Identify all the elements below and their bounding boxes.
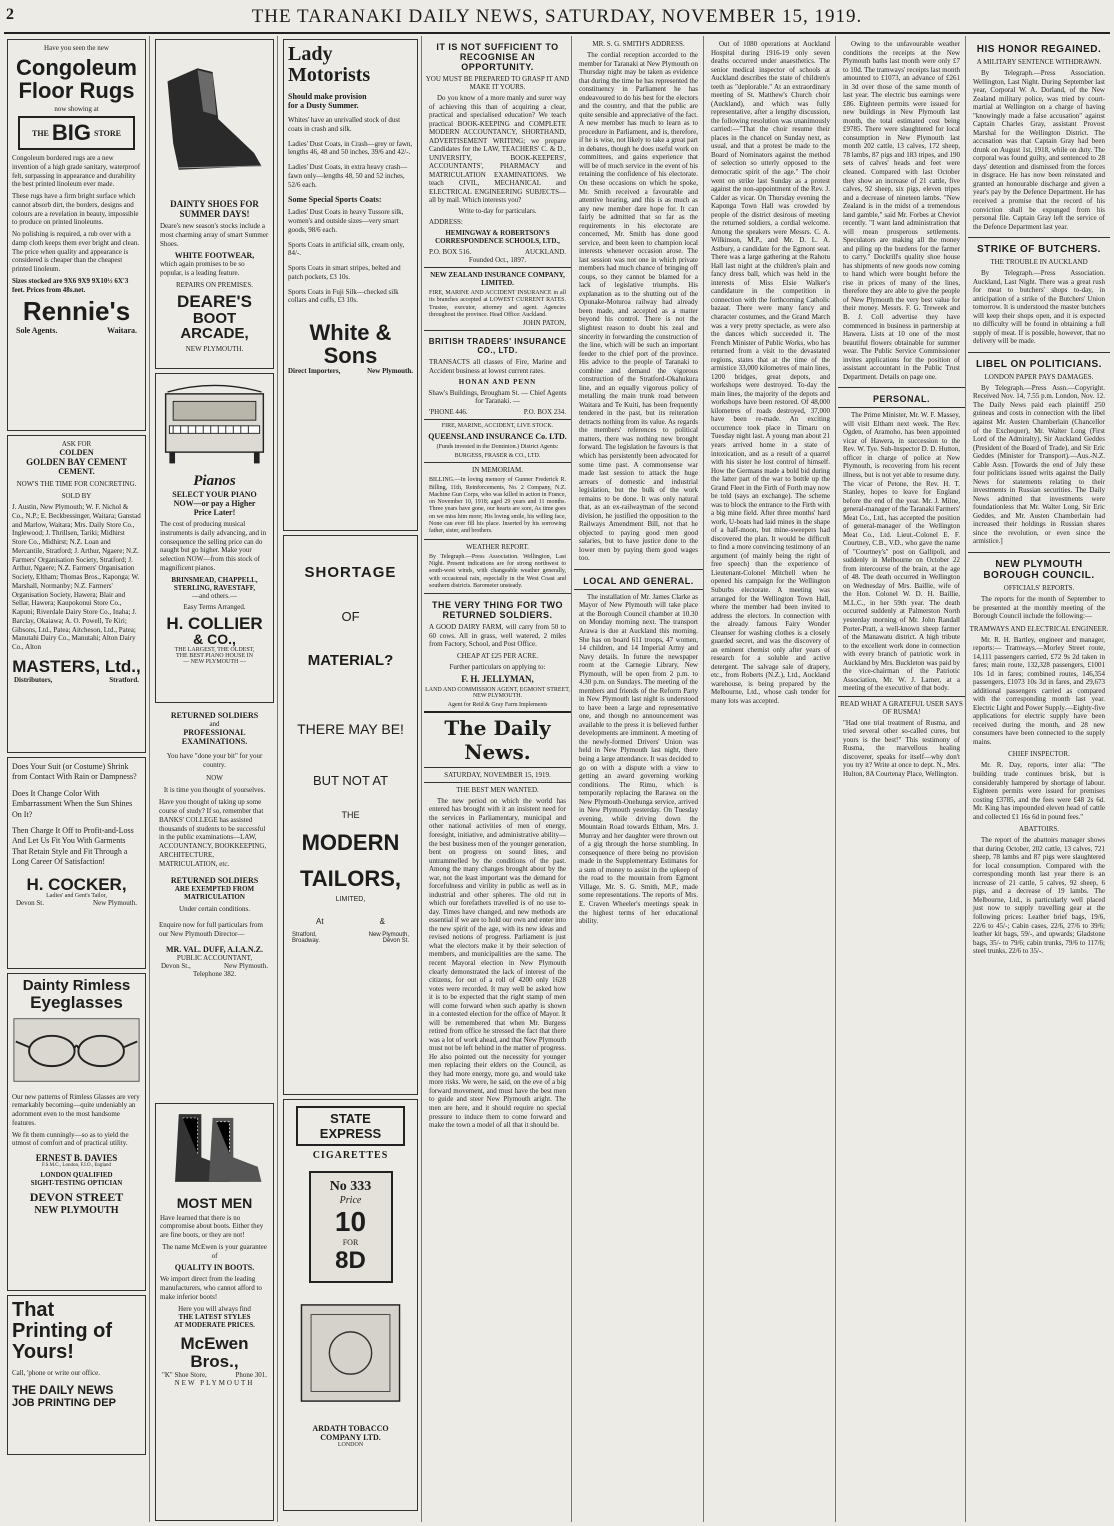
boots-illustration	[160, 1108, 269, 1188]
btuw-body: TRANSACTS all classes of Fire, Marine and Accident business at lowest current rates.	[429, 358, 566, 375]
collier-p1: The cost of producing musical instruments is daily advancing, and in consequence the selling price can do naught but go higher. Make your selection NOW—from this stock of magnificent pianos.	[160, 520, 267, 572]
state-express-brand: STATE EXPRESS	[319, 1111, 382, 1141]
white-sons-brand: White & Sons	[309, 320, 392, 369]
mcewen-p2: The name McEwen is your guarantee of	[162, 1242, 267, 1260]
cocker-town: New Plymouth.	[93, 899, 137, 908]
col6-text: Out of 1080 operations at Auckland Hospital during 1916-19 only seven deaths occurred under anaesthetics. The senior medical inspector of schools at Auckland describes the state of children's teeth as "deplorable." At an extraordinary meeting of St. Matthew's Church choir (Auckland), and which was fully representative, after a lengthy discussion, the following resolution was unanimously carried:—"That the choir resume their places in the chancel on Sunday next, as usual, and that a protest be made to the Board of Nominators against the method of selection so utterly opposed to the democratic spirit of the age." The choir went on strike last Sunday as a protest against the non-appointment of the Rev. J. Calder as vicar. On Thursday evening the Kaponga Town Hall was crowded by people of the district desirous of meeting the returned soldiers, a cordial welcome. Among the speakers were Messrs. C. A. Wilkinson, M.P., and Mr. D. L. A. Astbury, a candidate for the Egmont seat. There was a large gathering at the Rahotu Hall last night at the children's plain and fancy dress ball, which was held in the interests of Miss Elsie Walker's candidature in the competition in connection with the forthcoming Catholic bazaar. There were many fancy and character costumes, and the Grand March was a very pretty spectacle, as were also the dances which succeeded it. The French Minister of Public Works, who has returned from a visit to the devastated regions, states that at the time of the armistice 33,000 kilometres of main lines, 1200 bridges, great depots, and workshops were destroyed. To-day the main lines, the majority of the depots and workshops have been restored. Of 48,000 kilometres of roads destroyed, 37,000 have been re-made. An exciting occurrence took place in Timaru on Tuesday night last. A young man about 21 years arrived home in a state of intoxication, and as a result of a quarrel with his sister he lost control of himself. How the Germans made a bold bid during the latter part of the war to bottle up the Grand Fleet in the Firth of Forth may now be told (says an exchange). The scheme was to block the entrance to the Firth with a big mine field. After three months' hard work, U-boats had laid mines in the shape of a half-moon, but mine-sweepers had discovered the plan. It would be difficult to find a more convincing testimony of an argument (of mainly being the right of free speech) than the experience of Lieutenant-Colonel Mitchell when he opened his campaign for the Wellington Suburbs electorate. A meeting was arranged for the Wellington Town Hall, where the member had been invited to address the electors. In connection with the already famous Fairy Wonder Cleanser for washing clothes is a closely guarded secret, and was the discovery of an eminent chemist only after years of research for a soluble and active detergent. The salvage sale of drapery, etc., from Roberts (N.Z.), Ltd., Auckland warehouse, is being prepared by the Melbourne, Ltd., whose cash tender for many lots was accepted.	[711, 40, 830, 705]
davies-title-2: Eyeglasses	[30, 992, 123, 1012]
strike-text: By Telegraph.—Press Association. Auckland, Last Night. There was a great rush for meat to butchers' shops to-day, in anticipation of a strike of the Butchers' Union tomorrow. It is understood the master butchers will keep their shops open, and it is expected no difficulty will be found in obtaining a full supply of meat. If is possible, however, that no delivery will be made.	[973, 269, 1105, 346]
abattoirs-text: The report of the abattoirs manager shows that during October, 202 cattle, 13 calves, 721 sheep, 78 lambs and 87 pigs were slaughtered for local consumption. Compared with the corresponding month last year there is an increase of 21 cattle, 5 calves, 92 sheep, 6 pigs, and a decrease of 19 lambs. The Melbourne, Ltd., is particularly well placed just now to supply travelling gear at the following prices: Leather brief bags, 19/6, 22/6 to 45/-; Cabin cases, 22/6, 27/6 to 39/6; leather kit bags, 59/-, and upwards; Gladstone bags, 35/- to 79/6; cabin trunks, 79/6 to 117/6; steel trunks, 22/6 to 35/-.	[973, 836, 1105, 956]
dairy-further: Further particulars on applying to:	[449, 662, 546, 671]
cement-sold: SOLD BY	[61, 492, 92, 500]
tailors-w6: THE	[341, 810, 360, 820]
white-sons-importers: Direct Importers,	[288, 367, 341, 376]
column-5	[574, 36, 704, 1522]
cocker-ad	[7, 757, 146, 969]
state-express-cig: CIGARETTES	[312, 1150, 389, 1161]
big-store-the: THE	[31, 128, 49, 138]
hemingway-text: Do you know of a more manly and surer way of achieving this than of acquiring a clear, practical and specialised education? We teach practical BOOK-KEEPING and COMPLETE MODERN ACCOUNTANCY, SHORTHAND, ADVERTISEMENT WRITING; we prepare Candidates for the LAW, TEACHERS' C. & D., UNIVERSITY, BOOK-KEEPERS', ACCOUNTANTS', PHARMACY and MATRICULATION EXAMINATIONS. We teach CIVIL, MECHANICAL and ELECTRICAL ENGINEERING SUBJECTS—all by mail. Which interests you?	[429, 94, 566, 205]
exams-addr: Devon St.,	[161, 961, 191, 970]
btuw-box: P.O. BOX 234.	[523, 408, 566, 417]
exams-cond: Under certain conditions.	[179, 905, 250, 914]
tram-text: Mr. R. H. Bartley, engineer and manager, reports:— Tramways.—Morley Street route, 14,111 passengers carried, £72 9s 2d taken in fares; main route, 132,328 passengers, £1001 10s 1d in fares; combined routes, 146,354 passengers, £1073 10s 3d in fares, and 29,673 additional passengers carried as compared with the corresponding month last year. Electric Light and Power Supply.—Eighty-five applications for electric supply have been received during the month, and 28 new consumers have been connected to the supply mains.	[973, 635, 1105, 746]
column-7	[838, 36, 966, 1522]
column-6	[706, 36, 836, 1522]
council-text: The reports for the month of September to be presented at the monthly meeting of the Borough Council include the following:—	[973, 594, 1105, 621]
cigarette-box-illustration	[288, 1293, 413, 1413]
motorists-p5: Sports Coats in artificial silk, cream only, 84/-.	[288, 240, 405, 258]
deare-title-2: SUMMER DAYS!	[179, 209, 250, 219]
cement-line1: COLDEN	[59, 448, 94, 457]
tailors-limited: LIMITED,	[335, 896, 366, 903]
libel-text: By Telegraph.—Press Assn.—Copyright. Received Nov. 14, 7.55 p.m. London, Nov. 12. The Daily News paid each plaintiff 250 guineas and costs in connection with the libel against Mr. Austen Chamberlain (Chancellor of the Exchequer), Mr. Walter Long (First Lord of the Admiralty), Sir Auckland Geddes (President of the Board of Trade), and Sir Eric Geddes (Minister for Transport).—Aus.-N.Z. Cable Assn. [Towards the end of July these four politicians issued writs against the Daily News for statements relating to their investments in Russian securities. The Daily News admitted that investments were foundationless that Mr. Walter Long, Sir Eric Geddes, and Mr. Austen Chamberlain had increased their holdings in Russian shares since the revolution, or even since the armistice.]	[973, 383, 1105, 546]
tailors-loc1: Stratford,	[292, 932, 317, 938]
hemingway-name: HEMINGWAY & ROBERTSON'S CORRESPONDENCE SCHOOLS, LTD.,	[435, 228, 560, 245]
state-express-logo	[296, 1106, 405, 1146]
modern-tailors-ad	[283, 535, 418, 1095]
abattoirs-heading: ABATTOIRS.	[1018, 825, 1060, 834]
motorists-tag2: for a Dusty Summer.	[288, 101, 359, 110]
honor-body	[968, 69, 1110, 231]
tailors-loc2: New Plymouth,	[368, 932, 409, 938]
hemingway-subheading: YOU MUST BE PREPARED TO GRASP IT AND MAKE IT YOURS.	[425, 75, 570, 91]
hemingway-heading: IT IS NOT SUFFICIENT TO RECOGNISE AN OPPORTUNITY.	[436, 42, 559, 72]
cocker-trade: Ladies' and Gent's Tailor,	[46, 893, 107, 900]
nameplate: The Daily News.	[444, 715, 551, 764]
tailors-w5: BUT NOT AT	[312, 773, 389, 788]
collier-brand-2: & CO.,	[193, 631, 236, 648]
column-3	[280, 36, 422, 1522]
motorists-p4: Ladies' Dust Coats in heavy Tussore silk, women's and outside sizes—very smart goods, 98/6 each.	[288, 208, 404, 234]
col7-text: Owing to the unfavourable weather conditions the receipts at the New Plymouth baths last month were only £7 to 10d. The tramways' receipts last month amounted to £1073, an advance of £261 in 3d over those of the same month of last year. The electric bus earnings were £86. Eighteen permits were issued for new buildings in New Plymouth last month, the total estimated cost being £9785. There were slaughtered for local consumption in New Plymouth last month 202 cattle, 13 calves, 172 sheep, 78 lambs, 87 pigs and 183 tripes, and 190 sets of calves' heads and feet were cleaned. Compared with last October they show an increase of 21 cattle, five calves, 92 sheep, six pigs, eleven tripes and a decrease of nineteen lambs. "New Zealand is in the midst of a tremendous land gamble," said Mr. Forbes at Cheviot recently. "I want land administration that will mean prosperous settlements. Speculators are making all the money and piling up the burdens for the farmer to carry." Dockrill's quality shoe house has shipments of new goods now coming to hand which were bought before the rise in prices of many of the lines, therefore they are able to give the people of New Plymouth the very best value for their money. Messrs. F. G. Treweek and B. J. Coll advertise they have commenced in business in partnership at Hawera. Lists at 10 one of the most beautiful flowers obtainable for summer wear. The Public Service Commissioner invites applications for the position of assistant accountant in the Public Trust Department. Details on page one.	[843, 40, 960, 381]
collier-others: —and others.—	[192, 591, 237, 600]
dairy-price: CHEAP AT £25 PER ACRE.	[456, 651, 539, 660]
cocker-q3: Then Charge It Off to Profit-and-Loss And Let Us Fit You With Garments That Retain Style and Fit Through a Long Career Of Satisfaction!	[12, 825, 134, 867]
state-express-for: FOR	[342, 1238, 359, 1247]
mcewen-latest1: THE LATEST STYLES	[178, 1313, 251, 1322]
exams-ad	[155, 707, 274, 1099]
chief-body	[968, 761, 1110, 821]
state-express-eight: 8D	[335, 1247, 366, 1274]
eyeglasses-icon	[12, 1015, 141, 1085]
qld-heading: FIRE, MARINE, ACCIDENT, LIVE STOCK.	[441, 423, 554, 430]
deare-town: NEW PLYMOUTH.	[185, 345, 244, 354]
mcewen-town: NEW PLYMOUTH	[174, 1379, 255, 1388]
congoleum-title: Congoleum	[16, 55, 137, 80]
strike-subheading: THE TROUBLE IN AUCKLAND	[990, 258, 1088, 267]
white-sons-town: New Plymouth.	[367, 367, 413, 376]
deare-white: WHITE FOOTWEAR,	[174, 251, 255, 261]
libel-subheading: LONDON PAPER PAYS DAMAGES.	[984, 372, 1094, 381]
cocker-name: H. COCKER,	[26, 874, 127, 894]
libel-body	[968, 384, 1110, 546]
page-number: 2	[6, 6, 14, 23]
hemingway-city: AUCKLAND.	[524, 247, 566, 256]
motorists-p3: Ladies' Dust Coats, in extra heavy crash—fawn only—lengths 48, 50 and 52 inches, 52/6 each.	[288, 163, 408, 189]
dateline: SATURDAY, NOVEMBER 15, 1919.	[444, 770, 551, 779]
exams-p2: It is time you thought of yourselves.	[163, 785, 266, 794]
column-2	[152, 36, 278, 1522]
congoleum-now: now showing at	[54, 105, 99, 114]
collier-select2: NOW—or pay a Higher	[173, 499, 256, 508]
cocker-addr: Devon St.	[16, 899, 44, 908]
honor-subheading: A MILITARY SENTENCE WITHDRAWN.	[976, 58, 1102, 66]
motorists-title: Lady	[288, 43, 333, 65]
white-sons-ad	[283, 39, 418, 531]
printing-paper: THE DAILY NEWS	[12, 1383, 114, 1397]
chief-heading: CHIEF INSPECTOR.	[1008, 750, 1070, 759]
exams-tel: Telephone 382.	[192, 969, 237, 978]
mcewen-phone: Phone 301.	[235, 1371, 267, 1380]
cocker-q1: Does Your Suit (or Costume) Shrink from Contact With Rain or Dampness?	[12, 762, 137, 782]
exams-and: and	[209, 720, 220, 728]
qld-name: QUEENSLAND INSURANCE Co. LTD.	[428, 432, 567, 442]
nzins-heading: NEW ZEALAND INSURANCE COMPANY, LIMITED.	[430, 270, 565, 287]
local-body	[574, 593, 703, 926]
davies-ad	[7, 973, 146, 1291]
weather-heading: WEATHER REPORT.	[466, 542, 529, 551]
column-1	[4, 36, 150, 1522]
collier-tag2: THE BEST PIANO HOUSE IN	[176, 653, 253, 660]
exams-exempt2: ARE EXEMPTED FROM MATRICULATION	[174, 885, 255, 902]
collier-select1: SELECT YOUR PIANO	[172, 490, 257, 499]
cocker-q2: Does It Change Color With Embarrassment When the Sun Shines On It?	[12, 788, 133, 819]
mcewen-p1: Have learned that there is no compromise about boots. Either they are fine boots, or they are not!	[160, 1213, 264, 1240]
printing-line2: Printing of	[12, 1320, 112, 1342]
ardath-maker3: LONDON	[337, 1442, 364, 1448]
tailors-w3: MATERIAL?	[307, 652, 394, 669]
rusma-heading: READ WHAT A GRATEFUL USER SAYS OF RUSMA!	[840, 699, 963, 716]
cement-sellers: J. Austin, New Plymouth; W. F. Nichol & Co., N.P.; E. Beckbessinger, Waitara; Ganstad and Marlow, Waitara; Mrs. Daily Store Co., Inglewood; J. Thrillsen, Tariki; Midhirst Store Co., Midhirst; N.Z. Loan and Mercantile, Stratford; J. Arthur, Ngaere; N.Z. Farmers' Organisation Society, Stratford; J. Arthur, Ngaere; N.Z. Farmers' Organisation Society, Eltham; Thomas Bros., Kaponga; W. Marshall, Normanby; N.Z. Farmers' Organisation Society, Hawera; Blair and Sellar, Hawera; Kaupokonui Store Co., Kapuni; Riverdale Dairy Store Co., Inaha; J. Barclay, Okaiawa; A. O. Powell, Te Kiri; Gibsons, Ltd., Patea; Aitcheson, Ltd., Patea; Manutahi Dairy Co., Manutahi; Alton Dairy Co., Alton	[12, 503, 141, 651]
masthead	[4, 2, 1110, 34]
congoleum-p3: No polishing is required, a rub over with a damp cloth keeps them ever bright and clean. The price when quality and appearance is considered is cheaper than the cheapest printed linoleum.	[12, 230, 140, 274]
cigarette-packet	[309, 1171, 393, 1283]
motorists-p2: Ladies' Dust Coats, in Crash—grey or fawn, lengths 46, 48 and 50 inches, 39/6 and 42/-.	[288, 139, 413, 157]
collier-tag3: — NEW PLYMOUTH —	[183, 659, 246, 666]
congoleum-p1: Congoleum bordered rugs are a new invention of a high grade sanitary, waterproof felt, surpassing in appearance and durability the best printed linoleum ever made.	[12, 154, 141, 189]
state-express-ten: 10	[334, 1206, 367, 1237]
cement-line3: CEMENT.	[58, 467, 95, 476]
printing-call: Call, 'phone or write our office.	[12, 1369, 101, 1377]
deare-p1: Deare's new season's stocks include a most charming array of smart Summer Shoes.	[160, 222, 269, 248]
btuw-addr: Shaw's Buildings, Brougham St. — Chief Agents for Taranaki. —	[428, 389, 567, 406]
tram-body	[968, 636, 1110, 747]
exams-enquire: Enquire now for full particulars from our New Plymouth Director—	[159, 921, 263, 938]
tailors-w4: THERE MAY BE!	[297, 721, 404, 737]
exams-title: PUBLIC ACCOUNTANT,	[176, 953, 253, 962]
printing-line1: That	[12, 1299, 55, 1321]
col6-body	[706, 40, 835, 705]
motorists-p1: Whites' have an unrivalled stock of dust coats in crash and silk.	[288, 116, 401, 133]
masters-distributors: Distributors,	[14, 675, 53, 684]
hemingway-address: ADDRESS:	[429, 217, 463, 226]
davies-title: Dainty Rimless	[22, 977, 131, 994]
congoleum-p4: Sizes stocked are 9X6 9X9 9X10½ 6X'3 feet. Prices from 48s.net.	[12, 276, 129, 294]
personal-heading: PERSONAL.	[872, 394, 930, 405]
nzins-agent: JOHN PATON,	[522, 319, 566, 328]
masthead-title: THE TARANAKI DAILY NEWS, SATURDAY, NOVEMBER 15, 1919.	[251, 6, 863, 27]
honor-text: By Telegraph.—Press Association. Wellington, Last Night. During September last year, Corporal W. A. Dorland, of the New Zealand military police, was tried by court-martial at Wellington on a charge of having "knowingly made a false accusation" against Captain Charles Gray, assistant Provost Marshal for the Wellington District. The accusation was that Captain Gray had been drunk on August 1st, 1918, while on duty. The corporal was found guilty, and sentenced to 28 days' detention and dismissed from the forces in disgrace. He has now been reinstated and granted an honourable discharge and given a year's pay by the Defence Department. He has received a promise that the record of his conviction shall be expunged from his personal file. Captain Gray left the service of the Defence Department last year.	[973, 69, 1105, 231]
smith-heading: MR. S. G. SMITH'S ADDRESS.	[592, 40, 685, 48]
rennies-town: Waitara.	[107, 325, 137, 335]
congoleum-p2: These rugs have a firm bright surface which cannot absorb dirt, the borders, designs and colours are a revelation in beauty, impossible to produce on printed linoleums.	[12, 192, 139, 227]
smith-body	[574, 51, 703, 563]
collier-select3: Price Later!	[193, 508, 236, 517]
tailors-at: At	[316, 917, 324, 926]
exams-name: MR. VAL. DUFF, A.I.A.N.Z.	[166, 944, 263, 954]
davies-name: ERNEST B. DAVIES	[35, 1153, 118, 1164]
exams-exempt1: RETURNED SOLDIERS	[170, 876, 259, 886]
congoleum-kicker: Have you seen the new	[44, 44, 109, 52]
exams-now: NOW	[206, 773, 223, 782]
davies-line2: SIGHT-TESTING OPTICIAN	[30, 1179, 123, 1188]
deare-ad	[155, 39, 274, 369]
collier-makers2: STERLING, RAVESTAFF,	[173, 583, 256, 592]
davies-street: DEVON STREET	[29, 1190, 124, 1205]
collier-makers1: BRINSMEAD, CHAPPELL,	[171, 575, 258, 584]
motorists-tag1: Should make provision	[288, 92, 367, 101]
state-express-no: No 333	[329, 1179, 372, 1194]
big-store-logo	[18, 116, 135, 150]
state-express-price: Price	[339, 1195, 362, 1206]
masters-town: Stratford.	[109, 675, 139, 684]
piano-illustration	[160, 378, 269, 468]
hemingway-write: Write to-day for particulars.	[458, 206, 537, 215]
deare-brand-2: BOOT ARCADE,	[180, 309, 249, 343]
motorists-p7: Sports Coats in Fuji Silk—checked silk collars and cuffs, £3 10s.	[288, 287, 399, 305]
exams-line2: PROFESSIONAL EXAMINATIONS.	[181, 728, 248, 746]
tailors-and: &	[379, 917, 385, 926]
personal-body	[838, 411, 965, 693]
editorial-text: The new period on which the world has entered has brought with it an insistent need for the services in Parliamentary, municipal and other national activities of men of energy, foresight, initiative, and administrative ability—the best business men of the younger generation, bent on progress on sound lines, and untrammelled by the conditions of the past. Among the many changes brought about by the war, not the least important was the demand for forcefulness and virility in public as well as in industrial and other spheres. The old rut in which our forefathers travelled is of no use to-day. Times have changed, and new methods are essential if we are to hold our own and enter into the new spirit of the age, with its new ideas and revised notions of progress. Parliament is just what the electors make it by their selection of members, and municipalities are the same. The recent Mayoral election in New Plymouth clearly demonstrated the lack of interest of the citizens, for out of a roll of 4200 only 1628 votes were recorded. It may well be asked how it is to be expected that the right stamp of men will come forward when such apathy is shown in a contested election for the office of Mayor. It will be remembered that when Mr. Burgess retired from office he stressed the fact that there was a lot of work ahead, and that New Plymouth must not be left behind in the matter of progress. He also pointed out the necessity for younger men replacing their elders on the Council, as they had more energy, more go, and would take more risks. We were, he said, on the eve of a big forward movement, and must have the best men to guide and steer New Plymouth aright. The men are here, and it should require no special pressure to induce them to come forward and make the town a model of all that it should be.	[429, 796, 566, 1130]
tailors-loc4: Devon St.	[382, 938, 409, 944]
hemingway-box: P.O. BOX 516.	[429, 247, 472, 256]
hemingway-founded: Founded Oct., 1897.	[468, 255, 527, 264]
tailors-loc3: Broadway.	[292, 938, 320, 944]
ardath-maker1: ARDATH TOBACCO	[312, 1424, 389, 1433]
congoleum-title-2: Floor Rugs	[18, 78, 135, 104]
tailors-w2: OF	[341, 609, 360, 624]
mcewen-ad	[155, 1103, 274, 1521]
collier-ad	[155, 373, 274, 703]
mcewen-p3: We import direct from the leading manufacturers, who cannot afford to make inferior boots!	[160, 1275, 262, 1301]
column-8	[968, 36, 1110, 1522]
collier-brand: H. COLLIER	[166, 613, 263, 633]
mcewen-quality: QUALITY IN BOOTS.	[174, 1263, 255, 1273]
cement-line2: GOLDEN BAY CEMENT	[26, 457, 127, 467]
strike-heading: STRIKE OF BUTCHERS.	[977, 244, 1101, 256]
chief-text: Mr. R. Day, reports, inter alia: "The building trade continues brisk, but is considerably hampered by shortage of labour. Eighteen permits were issued for premises costing £3785, and the fees were £48 2s 6d. Mr. King has impounded eleven head of cattle and collected £1 16s 6d in pound fees."	[973, 761, 1105, 821]
collier-pianos: Pianos	[193, 473, 236, 489]
deare-repairs: REPAIRS ON PREMISES.	[176, 280, 253, 289]
memoriam-body: BILLING.—In loving memory of Gunner Frederick R. Billing, 11th, Reinforcements, No. 2 Company, N.Z. Machine Gun Corps, who was killed in action in France, on November 10, 1918; aged 29 years and 11 months. Three years have gone, our hearts are sore, As time goes on we miss him more; His loving smile, his willing face, None can ever fill his place. Inserted by his sorrowing father, sister, and brothers.	[429, 477, 566, 535]
printing-line3: Yours!	[12, 1341, 74, 1363]
exams-town: New Plymouth.	[224, 961, 268, 970]
deare-p2: which again promises to be so popular, is a leading feature.	[160, 260, 245, 277]
nzins-body: FIRE, MARINE AND ACCIDENT INSURANCE in all its branches accepted at LOWEST CURRENT RATES. Trustee, executor, attorney and agent. Agencies throughout the province. Head Office: Auckland.	[429, 289, 566, 318]
rusma-body: "Had one trial treatment of Rusma, and tried several other so-called cures, but yours is the best!" This testimony of Rusma, the marvellous healing discoverer, speaks for itself—why don't you try it? Write at once to dept. N., Mrs. Hulton, 8A Courtenay Place, Wellington.	[843, 718, 960, 778]
abattoirs-body	[968, 836, 1110, 955]
weather-body: By Telegraph.—Press Association. Wellington, Last Night. Present indications are for strong northwest to south-west winds, with changeable weather generally, with occasional rain, especially in the West Coast and southern districts. Barometer unsteady.	[429, 553, 566, 589]
motorists-p6: Sports Coats in smart stripes, belted and patch pockets, £3 10s.	[288, 264, 401, 281]
libel-heading: LIBEL ON POLITICIANS.	[976, 358, 1102, 370]
qld-sub: (Funds invested in the Dominion.) District Agents:	[436, 444, 559, 451]
motorists-title-2: Motorists	[288, 64, 371, 86]
column-4	[424, 36, 572, 1522]
local-heading: LOCAL AND GENERAL.	[583, 575, 694, 586]
personal-text: The Prime Minister, Mr. W. F. Massey, will visit Eltham next week. The Rev. Ogden, of Aramoho, has been appointed vicar of Hawera, in succession to the Rev. W. Tye. Sub-Inspector D. D. Hutton, officer in charge of police at New Plymouth, is recovering from his recent illness, but is not yet able to resume duty. The vicar of Petone, the Rev. H. T. Stanley, hopes to leave for England before the end of the year. Mr. J. Milne, general-manager of the Taranaki Farmers' Meat Co., Ltd., has accepted the position of general-manager of the Wellington Meat Co., Ltd. Lieut.-Colonel E. F. Courtney, C.B., V.D., who gave the name of "Courtney's" post on Gallipoli, and suddenly in Melbourne on October 22 from intercourse of the brain, at the age of 48. The death occurred in Wellington on Wednesday of Mrs. Baillie, wife of the Hon. Colonel W. D. H. Baillie, M.L.C., in her 59th year. The death occurred suddenly at Palmerston North yesterday morning of Mr. John Randall Porter-Pratt, a well-known sheep farmer of the Manawatu district. A high tribute to the excellent work done in connection with every branch of patriotic work in Auckland by Mrs. Buckleton was paid by the vice-chairman of the Patriotic Association, Mr. W. J. Larner, at a meeting of the executive of that body.	[843, 411, 960, 693]
dairy-heading: THE VERY THING FOR TWO RETURNED SOLDIERS.	[431, 600, 563, 621]
davies-quals: F.S.M.C., London, F.I.O., England	[41, 1163, 112, 1169]
cement-ad	[7, 435, 146, 753]
mcewen-shop: "K" Shoe Store,	[162, 1371, 207, 1380]
rennies-brand: Rennie's	[22, 296, 131, 327]
mcewen-title: MOST MEN	[176, 1195, 253, 1211]
tailors-w7: MODERN	[301, 830, 400, 855]
deare-title: DAINTY SHOES FOR	[170, 199, 259, 209]
dairy-agent3: Agent for Reid & Gray Farm Implements	[447, 701, 548, 708]
tailors-w8: TAILORS,	[299, 866, 402, 891]
tailors-w1: SHORTAGE	[304, 564, 397, 581]
big-store-word: STORE	[94, 128, 121, 138]
state-express-ad	[283, 1099, 418, 1511]
exams-p3: Have you thought of taking up some course of study? If so, remember that BANKS' COLLEGE has assisted thousands of students to be successful in the public examinations—LAW, ACCOUNTANCY, BOOKKEEPING, ARCHITECTURE, MATRICULATION, etc.	[159, 798, 267, 868]
local-text: The installation of Mr. James Clarke as Mayor of New Plymouth will take place at the Borough Council chamber at 10.30 on Monday morning next. The transport Arawa is due at Auckland this morning. She has on board 611 troops, 47 women, 14 children, and 14 Imperial Army and Navy details. In future the newspaper room at the Carnegie Library, New Plymouth, will be open from 2 p.m. to 4.30 p.m. on Sundays. The meeting of the members and friends of the Reform Party in New Plymouth last night is understood to have been a large and representative one, and though no announcement was available to the press it is believed further developments are imminent. A meeting of the newly-formed Drivers' Union was held in New Plymouth last night, there being a large attendance. It was decided to go on with a dispute with a view to getting an award governing working conditions. The Rimu, which is temporarily replacing the Rarawa on the New Plymouth-Onehunga service, arrived in New Plymouth yesterday. On Tuesday evening, while driving down the Mountain Road towards Eltham, Mrs. J. Murray and her daughter were thrown out of a gig through the horse stumbling. In consequence of there being no provision made in the Supplementary Estimates for a sum of money to assist in the upkeep of the road to the mountain from Egmont Village, Mr. S. G. Smith, M.P., made some representations. The reports of Mrs. E. Craven Wheeler's meetings speak in the highest terms of her educational ability.	[579, 592, 698, 926]
cement-ask: ASK FOR	[61, 440, 92, 448]
ardath-maker2: COMPANY LTD.	[320, 1433, 381, 1442]
mcewen-brand: McEwen Bros.,	[180, 1334, 249, 1372]
council-body	[968, 595, 1110, 621]
editorial-heading: THE BEST MEN WANTED.	[456, 785, 539, 794]
shoe-illustration	[160, 44, 269, 194]
big-store-big: BIG	[51, 120, 92, 146]
deare-brand: DEARE'S	[177, 291, 252, 311]
btuw-phone: 'PHONE 446.	[429, 408, 468, 417]
davies-p1: Our new patterns of Rimless Glasses are very remarkably becoming—quite undeniably an adornment even to the most handsome features.	[12, 1092, 140, 1127]
dairy-agent: F. H. JELLYMAN,	[461, 673, 534, 684]
qld-agent: BURGESS, FRASER & CO., LTD.	[454, 453, 541, 460]
collier-tag1: THE LARGEST, THE OLDEST,	[174, 647, 255, 654]
smith-text: The cordial reception accorded to the member for Taranaki at New Plymouth on Thursday night may be taken as evidence that during the time he has represented the constituency in Parliament he has endeavoured to do his best for the electors and the country, and that the public are quite sensible and appreciative of the fact. A new member has much to learn as to procedure in Parliament, and is, therefore, if he is wise, not likely to take a great part in debates, though he does useful work on committees, and gains experience that will be of much service in the event of his retaining the confidence of his electorate. On these occasions on which he spoke, Mr. Smith received a favourable and attentive hearing, and this is as much as any new member dare hope for. It can fairly be admitted that so far as the requirements in his electorate are concerned, Mr. Smith has done good service, and been keen to champion local interests whenever occasion arose. The last session was not one in which private members had much chance of bringing off coups, so they cannot be blamed for a lack of legislative triumphs. His explanation as to the shutting out of the Opunake-Moturoa railway had already been made, and accepted as a matter beyond his control. There is not the slightest reason to doubt his zeal and sincerity in forwarding the construction of the line, which will be such an important feeder to the chief port of the province. His advice to the people of Taranaki to combine and demand the vigorous construction of the Stratford-Okahukura line, and an equally vigorous policy of metalling the main trunk road between Waitara and Te Kuiti, has been frequently tendered in the past, but its reiteration detracts nothing from its value. As regards the members' references to political matters, there was nothing new brought forward. The legislation he favours is that which has persistently been advocated for some time past. A commonsense war made last session to attack the huge arrears of domestic and industrial legislation, but the bulk of the work remains to be done. It was only natural that, as an ex-railwayman of the second division, he justified the opposition to the Railways Amendment Bill, not that he objected to paying good men good salaries, but to have justice done to the lower men by paying them good wages too.	[579, 51, 698, 563]
mcewen-p4: Here you will always find	[178, 1304, 251, 1313]
editorial-body	[424, 797, 571, 1130]
masters-brand: MASTERS, Ltd.,	[12, 656, 141, 676]
motorists-special: Some Special Sports Coats:	[288, 195, 382, 205]
printing-dept: JOB PRINTING DEP	[12, 1397, 116, 1409]
honor-heading: HIS HONOR REGAINED.	[976, 44, 1102, 55]
hemingway-body	[424, 94, 571, 205]
exams-p1: You have "done your bit" for your country.	[166, 752, 263, 769]
exams-line1: RETURNED SOLDIERS	[170, 711, 259, 720]
cement-line4: NOW'S THE TIME FOR CONCRETING.	[16, 480, 137, 488]
col7-body	[838, 40, 965, 381]
davies-p2: We fit them cunningly—so as to yield the utmost of comfort and of practical utility.	[12, 1130, 129, 1148]
dairy-body: A GOOD DAIRY FARM, will carry from 50 to 60 cows. All in grass, well watered, 2 miles from Factory, School, and Post Office.	[429, 623, 566, 649]
memoriam-heading: IN MEMORIAM.	[472, 466, 523, 475]
strike-body	[968, 269, 1110, 346]
printing-ad	[7, 1295, 146, 1455]
collier-terms: Easy Terms Arranged.	[183, 602, 246, 611]
council-subheading: OFFICIALS' REPORTS.	[1003, 583, 1075, 592]
btuw-agent: HONAN AND PENN	[458, 378, 537, 387]
davies-line1: LONDON QUALIFIED	[40, 1171, 113, 1180]
dairy-agent2: LAND AND COMMISSION AGENT, EGMONT STREET, NEW PLYMOUTH.	[425, 686, 570, 699]
mcewen-latest2: AT MODERATE PRICES.	[174, 1321, 255, 1330]
council-heading: NEW PLYMOUTH BOROUGH COUNCIL.	[983, 558, 1095, 581]
tram-heading: TRAMWAYS AND ELECTRICAL ENGINEER.	[969, 624, 1109, 633]
rennies-agents: Sole Agents.	[16, 325, 58, 335]
btuw-heading: BRITISH TRADERS' INSURANCE CO., LTD.	[428, 337, 567, 356]
congoleum-ad	[7, 39, 146, 431]
davies-town: NEW PLYMOUTH	[34, 1205, 119, 1217]
